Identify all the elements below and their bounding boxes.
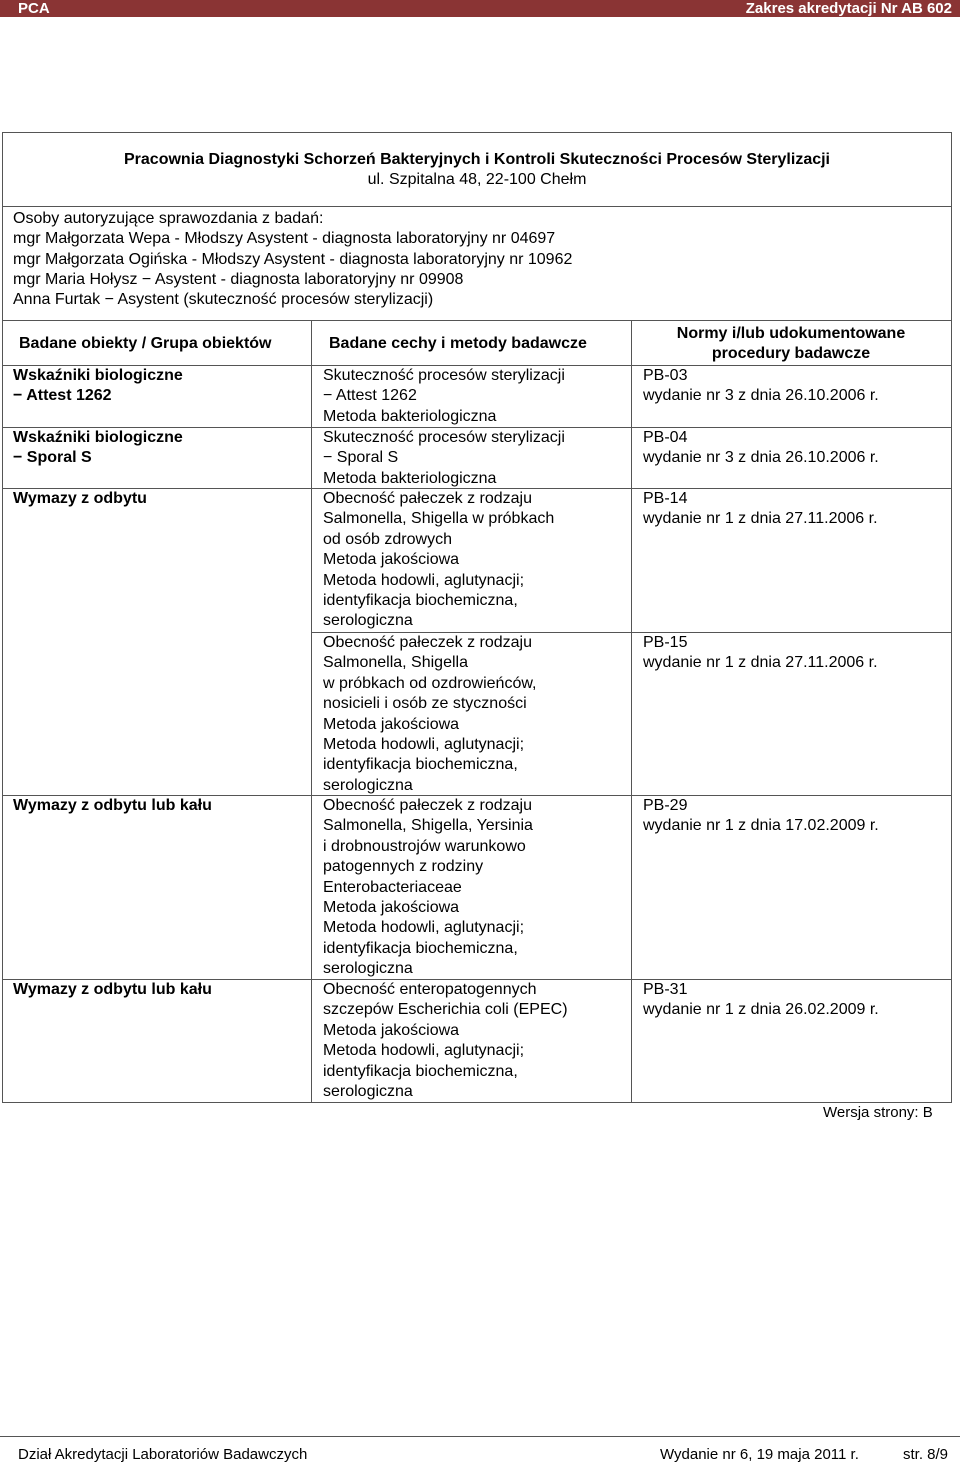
row-method: Obecność pałeczek z rodzaju Salmonella, Shigella, Yersinia i drobnoustrojów warunkowo patogennych z rodziny Enterobacteriaceae Metoda jakościowa Metoda hodowli, aglutynacji; identyfikacja biochemiczna, serologiczna [323, 797, 533, 978]
footer-page-number: str. 8/9 [903, 1446, 949, 1463]
row-object: Wskaźniki biologiczne − Attest 1262 [13, 367, 183, 405]
accreditation-table-frame [2, 132, 952, 1103]
footer-department: Dział Akredytacji Laboratoriów Badawczych [18, 1446, 308, 1463]
row-object: Wymazy z odbytu [13, 490, 147, 507]
column-header-norms: Normy i/lub udokumentowane procedury badawcze [676, 325, 906, 362]
footer-edition: Wydanie nr 6, 19 maja 2011 r. [660, 1446, 859, 1463]
row-norm: PB-14 wydanie nr 1 z dnia 27.11.2006 r. [643, 490, 878, 528]
row-norm: PB-04 wydanie nr 3 z dnia 26.10.2006 r. [643, 429, 879, 467]
row-norm: PB-29 wydanie nr 1 z dnia 17.02.2009 r. [643, 797, 879, 835]
header-left-text: PCA [18, 0, 50, 17]
column-header-methods: Badane cechy i metody badawcze [329, 335, 587, 352]
row-object: Wskaźniki biologiczne − Sporal S [13, 429, 183, 467]
page-version: Wersja strony: B [823, 1104, 933, 1121]
row-norm: PB-03 wydanie nr 3 z dnia 26.10.2006 r. [643, 367, 879, 405]
row-method: Obecność pałeczek z rodzaju Salmonella, Shigella w próbkach od osób zdrowych Metoda jakościowa Metoda hodowli, aglutynacji; identyfikacja biochemiczna, serologiczna [323, 490, 555, 630]
page-header-bar [0, 0, 960, 17]
row-object: Wymazy z odbytu lub kału [13, 981, 212, 998]
row-method: Skuteczność procesów sterylizacji − Sporal S Metoda bakteriologiczna [323, 429, 565, 487]
row-object: Wymazy z odbytu lub kału [13, 797, 212, 814]
authorized-person: mgr Maria Hołysz − Asystent - diagnosta laboratoryjny nr 09908 [13, 270, 464, 288]
divider-line [3, 206, 951, 207]
row-norm: PB-31 wydanie nr 1 z dnia 26.02.2009 r. [643, 981, 879, 1019]
footer-divider [0, 1436, 960, 1437]
lab-title: Pracownia Diagnostyki Schorzeń Bakteryjnych i Kontroli Skuteczności Procesów Sterylizacji [124, 151, 830, 168]
divider-line [3, 320, 951, 321]
header-right-text: Zakres akredytacji Nr AB 602 [745, 0, 952, 17]
authorized-person: mgr Małgorzata Ogińska - Młodszy Asystent - diagnosta laboratoryjny nr 10962 [13, 250, 573, 268]
column-divider [631, 321, 632, 1102]
authorized-person: mgr Małgorzata Wepa - Młodszy Asystent - diagnosta laboratoryjny nr 04697 [13, 230, 556, 248]
lab-address: ul. Szpitalna 48, 22-100 Chełm [367, 171, 587, 188]
authorized-persons [13, 209, 572, 310]
row-norm: PB-15 wydanie nr 1 z dnia 27.11.2006 r. [643, 634, 878, 672]
row-method: Obecność enteropatogennych szczepów Escherichia coli (EPEC) Metoda jakościowa Metoda hodowli, aglutynacji; identyfikacja biochemiczna, serologiczna [323, 981, 568, 1101]
authorized-person: Anna Furtak − Asystent (skuteczność procesów sterylizacji) [13, 291, 434, 309]
column-divider [311, 321, 312, 1102]
authorized-heading: Osoby autoryzujące sprawozdania z badań: [13, 210, 324, 227]
row-method: Skuteczność procesów sterylizacji − Attest 1262 Metoda bakteriologiczna [323, 367, 565, 425]
row-method: Obecność pałeczek z rodzaju Salmonella, Shigella w próbkach od ozdrowieńców, nosicieli i osób ze styczności Metoda jakościowa Metoda hodowli, aglutynacji; identyfikacja biochemiczna, serologiczna [323, 634, 537, 794]
column-header-objects: Badane obiekty / Grupa obiektów [19, 335, 272, 352]
